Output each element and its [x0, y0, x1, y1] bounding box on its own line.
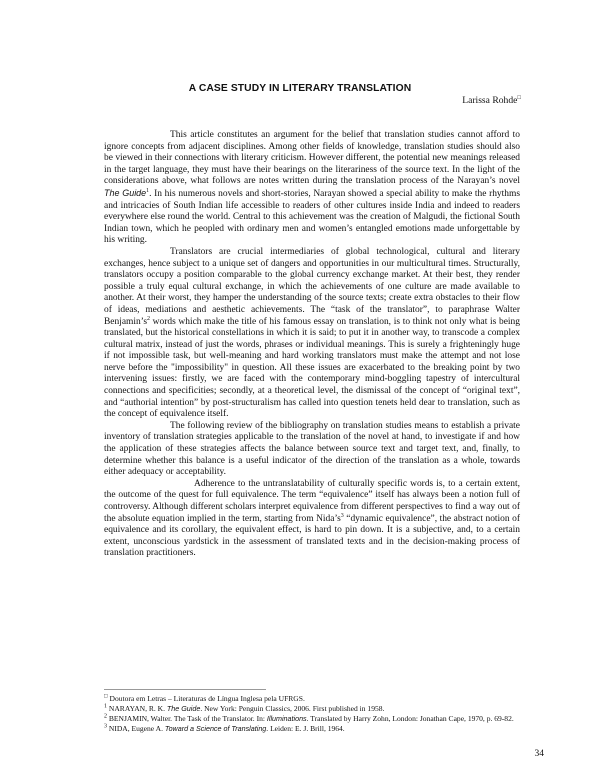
italic-text: The Guide [104, 187, 147, 198]
text-run: This article constitutes an argument for the belief that translation studies cannot afford to ignore concepts from adjacent disciplines. Among other fields of knowledge, translation studies should also be viewed in their connections with literary criticism. However different, the potential new meanings released in the target language, they must have their bearings on the literariness of the source text. In the light of the considerations above, what follows are notes written during the translation process of the Narayan’s novel [104, 130, 520, 187]
italic-text: Illuminations [266, 715, 307, 724]
footnote-ref: 1 [104, 703, 107, 710]
text-run: . New York: Penguin Classics, 2006. First published in 1958. [200, 704, 385, 714]
page-number: 34 [534, 749, 544, 759]
footnote-ref: 2 [104, 713, 107, 720]
text-run: The following review of the bibliography on translation studies means to establish a private inventory of translation strategies applicable to the translation of the novel at hand, to investigate if and how the application of these strategies affects the balance between source text and target text, and, finally, to determine whether this balance is a useful indicator of the direction of the translation as a whole, towards either adequacy or acceptability. [104, 420, 520, 478]
author-line [462, 95, 521, 106]
author-name: Larissa Rohde [462, 95, 518, 106]
paragraph-1 [104, 130, 520, 247]
text-run: BENJAMIN, Walter. The Task of the Translator. In: [107, 714, 267, 724]
footnote-divider [104, 689, 266, 690]
text-run: . Leiden: E. J. Brill, 1964. [266, 724, 345, 734]
footnote-ref: 1 [146, 187, 150, 194]
italic-text: Toward a Science of Translating [164, 725, 267, 734]
text-run: NARAYAN, R. K. [107, 704, 167, 714]
footnote-2 [104, 714, 524, 724]
text-run: . Translated by Harry Zohn, London: Jonathan Cape, 1970, p. 69-82. [306, 714, 514, 724]
article-body [104, 130, 520, 560]
text-run: Doutora em Letras – Literaturas de Língua Inglesa pela UFRGS. [107, 694, 305, 703]
text-run: Adherence to the untranslatability of culturally specific words is, to a certain extent, the outcome of the quest for full equivalence. The term “equivalence” itself has always been a notion full of controversy. Although different scholars interpret equivalence from different perspectives to find a way out of the absolute equation implied in the term, starting from Nida’s [104, 478, 520, 524]
text-run: words which make the title of his famous essay on translation, is to think not only what is being translated, but the historical constellations in which it is said; to put it in another way, to transcode a complex cultural matrix, instead of just the words, phrases or individual meanings. This is surely a frighteningly huge if not impossible task, but well-meaning and hard working translators must make the attempt and not lose nerve before the "impossibility" in question. All these issues are exacerbated to the breaking point by two intervening issues: firstly, we are faced with the contemporary mind-boggling tapestry of intercultural connections and specificities; secondly, at a theoretical level, the dismissal of the concept of “original text”, and “authorial intention” by post-structuralism has called into question tenets held dear to translation, such as the concept of equivalence itself. [104, 316, 520, 420]
text-run: Translators are crucial intermediaries of global technological, cultural and literary exchanges, hence subject to a unique set of dangers and opportunities in our multicultural times. Structurally, translators occupy a position comparable to the global currency exchange market. At their best, they render possible a truly equal cultural exchange, in which the achievements of one culture are made available to another. At their worst, they hamper the understanding of the source texts; create extra obstacles to their flow of ideas, mediations and aesthetic achievements. The “task of the translator”, to paraphrase Walter Benjamin’s [104, 246, 520, 327]
article-title: A CASE STUDY IN LITERARY TRANSLATION [188, 83, 412, 94]
italic-text: The Guide [166, 705, 201, 714]
text-run: NIDA, Eugene A. [107, 724, 165, 734]
text-run: . In his numerous novels and short-stories, Narayan showed a special ability to make the rhythms and intricacies of South Indian life accessible to readers of other cultures inside India and indeed to readers everywhere else round the world. Central to this achievement was the creation of Malgudi, the fictional South Indian town, which he peopled with ordinary men and women’s entangled emotions made unforgettable by his writing. [104, 188, 521, 246]
paragraph-4 [104, 479, 520, 560]
footnote-3 [104, 724, 524, 734]
footnote-ref: □ [104, 693, 108, 700]
footnote-1 [104, 704, 524, 714]
footnotes [104, 694, 524, 734]
footnote-ref: 3 [340, 512, 344, 519]
author-footnote-mark: □ [517, 94, 521, 101]
paragraph-3 [104, 421, 520, 479]
footnote-ref: 3 [104, 723, 107, 730]
footnote-ref: 2 [147, 315, 150, 322]
paragraph-2 [104, 247, 520, 421]
footnote-author [104, 694, 524, 704]
text-run: “dynamic equivalence”, the abstract notion of equivalence and its corollary, the equivalent effect, is hard to pin down. It is a subjective, and, to a certain extent, unconscious yardstick in the assessment of translated texts and in the decision-making process of translation practitioners. [104, 513, 520, 559]
